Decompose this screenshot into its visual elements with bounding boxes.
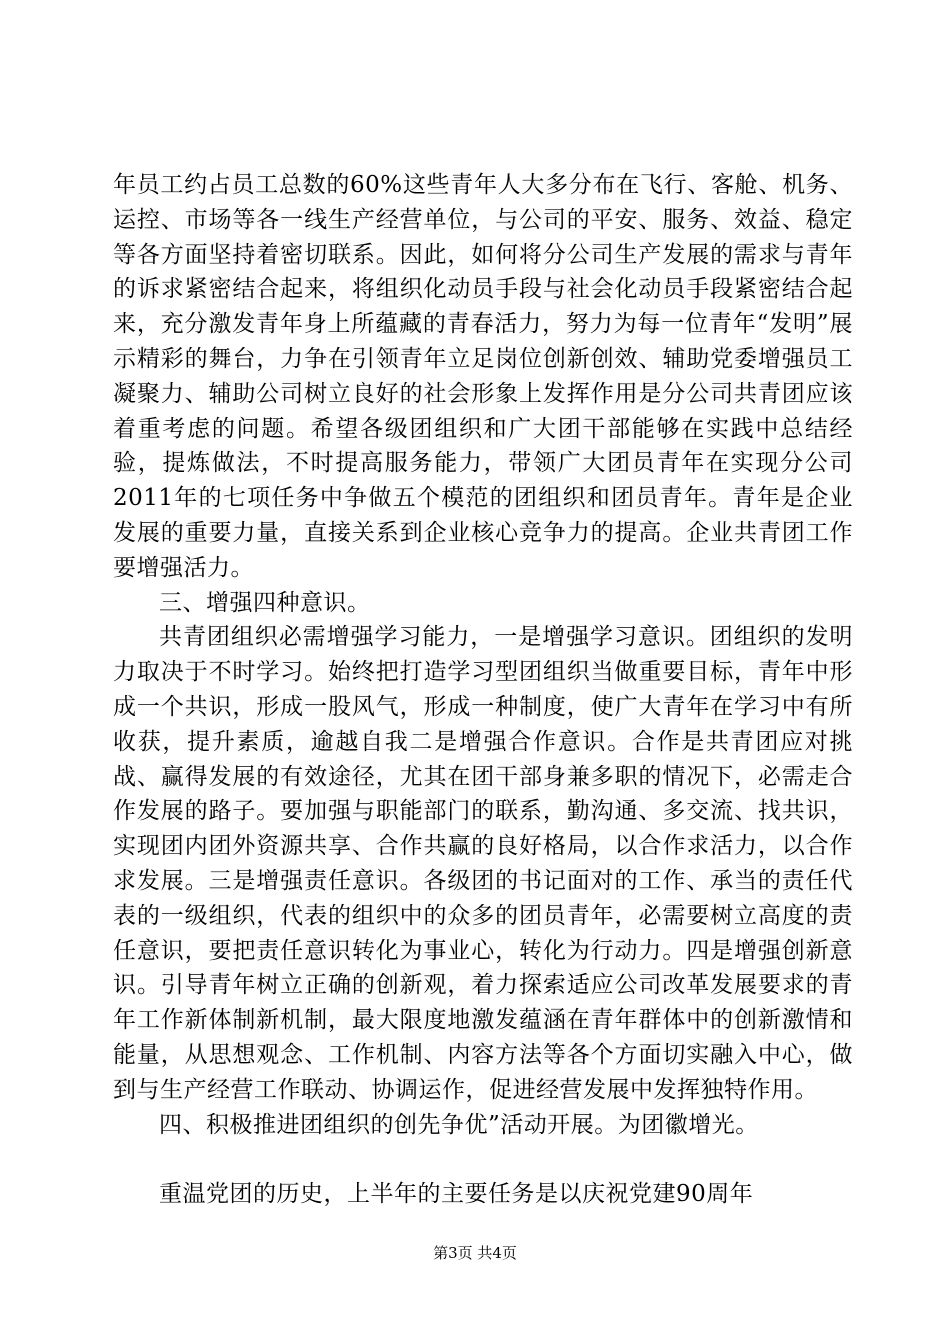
paragraph-continuation: 年员工约占员工总数的60%这些青年人大多分布在飞行、客舱、机务、运控、市场等各一线生产经营单位，与公司的平安、服务、效益、稳定等各方面坚持着密切联系。因此，如何将分公司生产发展的需求与青年的诉求紧密结合起来，将组织化动员手段与社会化动员手段紧密结合起来，充分激发青年身上所蕴藏的青春活力，努力为每一位青年“发明”展示精彩的舞台，力争在引领青年立足岗位创新创效、辅助党委增强员工凝聚力、辅助公司树立良好的社会形象上发挥作用是分公司共青团应该着重考虑的问题。希望各级团组织和广大团干部能够在实践中总结经验，提炼做法，不时提高服务能力，带领广大团员青年在实现分公司2011年的七项任务中争做五个模范的团组织和团员青年。青年是企业发展的重要力量，直接关系到企业核心竞争力的提高。企业共青团工作要增强活力。 xyxy=(113,172,853,581)
section-heading-four: 四、积极推进团组织的创先争优”活动开展。为团徽增光。 xyxy=(159,1111,759,1138)
document-body xyxy=(113,168,853,1212)
section-heading-three: 三、增强四种意识。 xyxy=(159,589,371,616)
paragraph-history: 重温党团的历史，上半年的主要任务是以庆祝党建90周年 xyxy=(159,1181,754,1208)
paragraph-gap xyxy=(113,1142,853,1177)
paragraph-four-awareness: 共青团组织必需增强学习能力，一是增强学习意识。团组织的发明力取决于不时学习。始终把打造学习型团组织当做重要目标，青年中形成一个共识，形成一股风气，形成一种制度，使广大青年在学习中有所收获，提升素质，逾越自我二是增强合作意识。合作是共青团应对挑战、赢得发展的有效途径，尤其在团干部身兼多职的情况下，必需走合作发展的路子。要加强与职能部门的联系，勤沟通、多交流、找共识，实现团内团外资源共享、合作共赢的良好格局，以合作求活力，以合作求发展。三是增强责任意识。各级团的书记面对的工作、承当的责任代表的一级组织，代表的组织中的众多的团员青年，必需要树立高度的责任意识，要把责任意识转化为事业心，转化为行动力。四是增强创新意识。引导青年树立正确的创新观，着力探索适应公司改革发展要求的青年工作新体制新机制，最大限度地激发蕴涵在青年群体中的创新激情和能量，从思想观念、工作机制、内容方法等各个方面切实融入中心，做到与生产经营工作联动、协调运作，促进经营发展中发挥独特作用。 xyxy=(113,624,853,1103)
page-footer: 第3页 共4页 xyxy=(433,1244,517,1262)
